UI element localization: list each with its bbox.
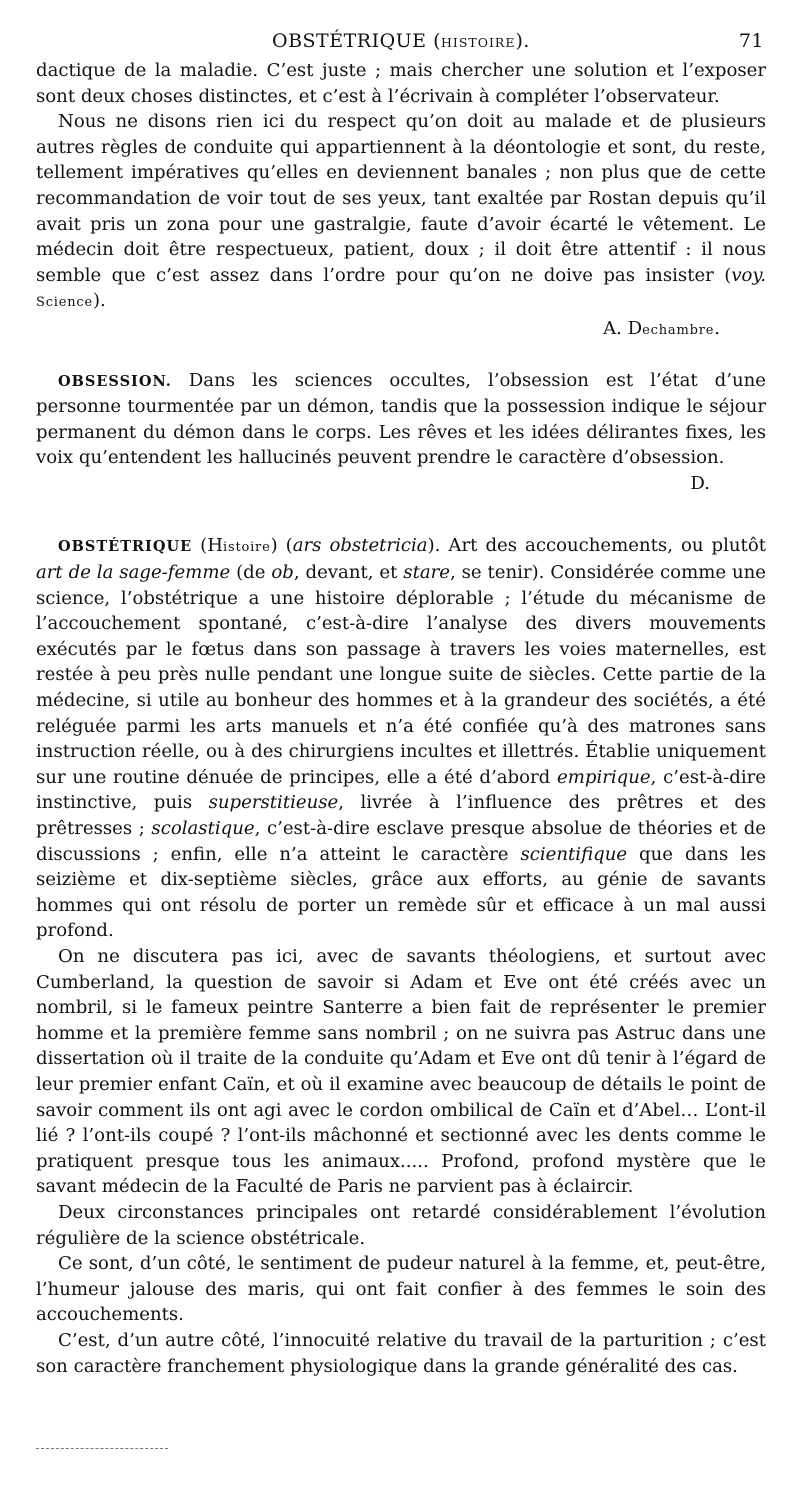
paragraph-continued: dactique de la maladie. C’est juste ; mais chercher une solution et l’exposer sont deux choses distinctes, et c’est à l’écrivain à compléter l’observateur.: [36, 60, 766, 107]
signature-name: echambre: [642, 322, 715, 338]
paragraph-innocuite: C’est, d’un autre côté, l’innocuité relative du travail de la parturition ; c’est son caractère franchement physiologique dans la grande généralité des cas.: [36, 1329, 766, 1377]
running-header: [36, 28, 766, 58]
intro-text-segment: (H: [192, 534, 224, 556]
headword-obsession: OBSESSION.: [58, 372, 172, 390]
intro-text-segment: , livrée à l’influence des prêtres et des prêtresses ;: [36, 792, 766, 840]
italic-term: scolastique: [151, 818, 255, 840]
italic-term: empirique: [557, 766, 651, 788]
italic-term: scientifique: [520, 843, 628, 865]
intro-text-segment: (de: [230, 562, 272, 584]
running-title-small: HISTOIRE: [441, 35, 516, 50]
headword-obstetrique: OBSTÉTRIQUE: [58, 537, 193, 555]
signature-end: .: [714, 317, 720, 339]
cross-ref-target: Science: [36, 295, 93, 311]
italic-term: stare: [403, 562, 450, 584]
paragraph-pudeur: Ce sont, d’un côté, le sentiment de pudeur naturel à la femme, et, peut-être, l’humeur jalouse des maris, qui ont fait confier à des femmes le soin des accouchements.: [36, 1253, 766, 1326]
entry-obsession: [36, 368, 766, 471]
intro-text-segment: ) (: [270, 534, 293, 556]
entry-obsession-body: Dans les sciences occultes, l’obsession est l’état d’une personne tourmentée par un démon, tandis que la possession indique le séjour permanent du démon dans le corps. Les rêves et les idées délirantes fixes, les voix qu’entendent les hallucinés peuvent prendre le caractère d’obsession.: [36, 369, 766, 469]
italic-term: ob: [271, 562, 294, 584]
intro-text-segment: , devant, et: [293, 562, 404, 584]
intro-text-segment: , se tenir). Considérée comme une science, l’obstétrique a une histoire déplorable ; l’étude du mécanisme de l’accouchement spontané, c’est-à-dire l’analyse des divers mouvements exécutés par le fœtus dans son passage à travers les voies maternelles, est restée à peu près nulle pendant une longue suite de siècles. Cette partie de la médecine, si utile au bonheur des hommes et à la grandeur des sociétés, a été reléguée parmi les arts manuels et n’a été confiée qu’à des matrones sans instruction réelle, ou à des chirurgiens incultes et illettrés. Établie uniquement sur une routine dénuée de principes, elle a été d’abord: [36, 562, 767, 788]
cross-ref-end: ).: [92, 290, 106, 312]
signature-dechambre: [36, 316, 766, 344]
running-title-main: OBSTÉTRIQUE (: [272, 30, 441, 52]
italic-term: art de la sage-femme: [36, 562, 231, 584]
italic-term: superstitieuse: [208, 792, 339, 814]
paragraph-adam-eve: On ne discutera pas ici, avec de savants théologiens, et surtout avec Cumberland, la question de savoir si Adam et Eve ont été créés avec un nombril, si le fameux peintre Santerre a bien fait de représenter le premier homme et la première femme sans nombril ; on ne suivra pas Astruc dans une dissertation où il traite de la conduite qu’Adam et Eve ont dû tenir à l’égard de leur premier enfant Caïn, et où il examine avec beaucoup de détails le point de savoir comment ils ont agi avec le cordon ombilical de Caïn et d’Abel… L’ont-il lié ? l’ont-ils coupé ? l’ont-ils mâchonné et sectionné avec les dents comme le pratiquent presque tous les animaux..... Profond, profond mystère que le savant médecin de la Faculté de Paris ne parvient pas à éclaircir.: [36, 946, 766, 1198]
footer-rule: [36, 1448, 168, 1449]
intro-text-segment: , c’est-à-dire instinctive, puis: [36, 766, 766, 814]
intro-text-segment: ). Art des accouchements, ou plutôt: [427, 534, 766, 556]
entry-obstetrique-intro: [36, 533, 766, 945]
cross-ref-voy: voy.: [731, 264, 766, 286]
signature-d: D.: [690, 472, 710, 494]
running-title-end: ).: [515, 30, 530, 52]
paragraph-circumstances: Deux circonstances principales ont retardé considérablement l’évolution régulière de la science obstétricale.: [36, 1201, 766, 1249]
intro-text-segment: , c’est-à-dire esclave presque absolue de théories et de discussions ; enfin, elle n’a atteint le caractère: [36, 818, 766, 865]
intro-text-segment: que dans les seizième et dix-septième siècles, grâce aux efforts, au génie de savants hommes qui ont résolu de porter un remède sûr et efficace à un mal aussi profond.: [36, 843, 766, 942]
running-title: [272, 30, 530, 52]
paragraph-deontology: [36, 109, 766, 316]
signature-initial: A. D: [603, 317, 643, 339]
paragraph-deontology-text: Nous ne disons rien ici du respect qu’on doit au malade et de plusieurs autres règles de conduite qui appartiennent à la déontologie et sont, du reste, tellement impératives qu’elles en deviennent banales ; non plus que de cette recommandation de voir tout de ses yeux, tant exaltée par Rostan depuis qu’il avait pris un zona pour une gastralgie, faute d’avoir écarté le vêtement. Le médecin doit être respectueux, patient, doux ; il doit être attentif : il nous semble que c’est assez dans l’ordre pour qu’on ne doive pas insister (: [36, 111, 766, 286]
document-page: [36, 28, 766, 1379]
page-number: 71: [738, 30, 764, 52]
intro-text-segment: istoire: [223, 539, 271, 555]
italic-term: ars obstetricia: [292, 534, 428, 556]
